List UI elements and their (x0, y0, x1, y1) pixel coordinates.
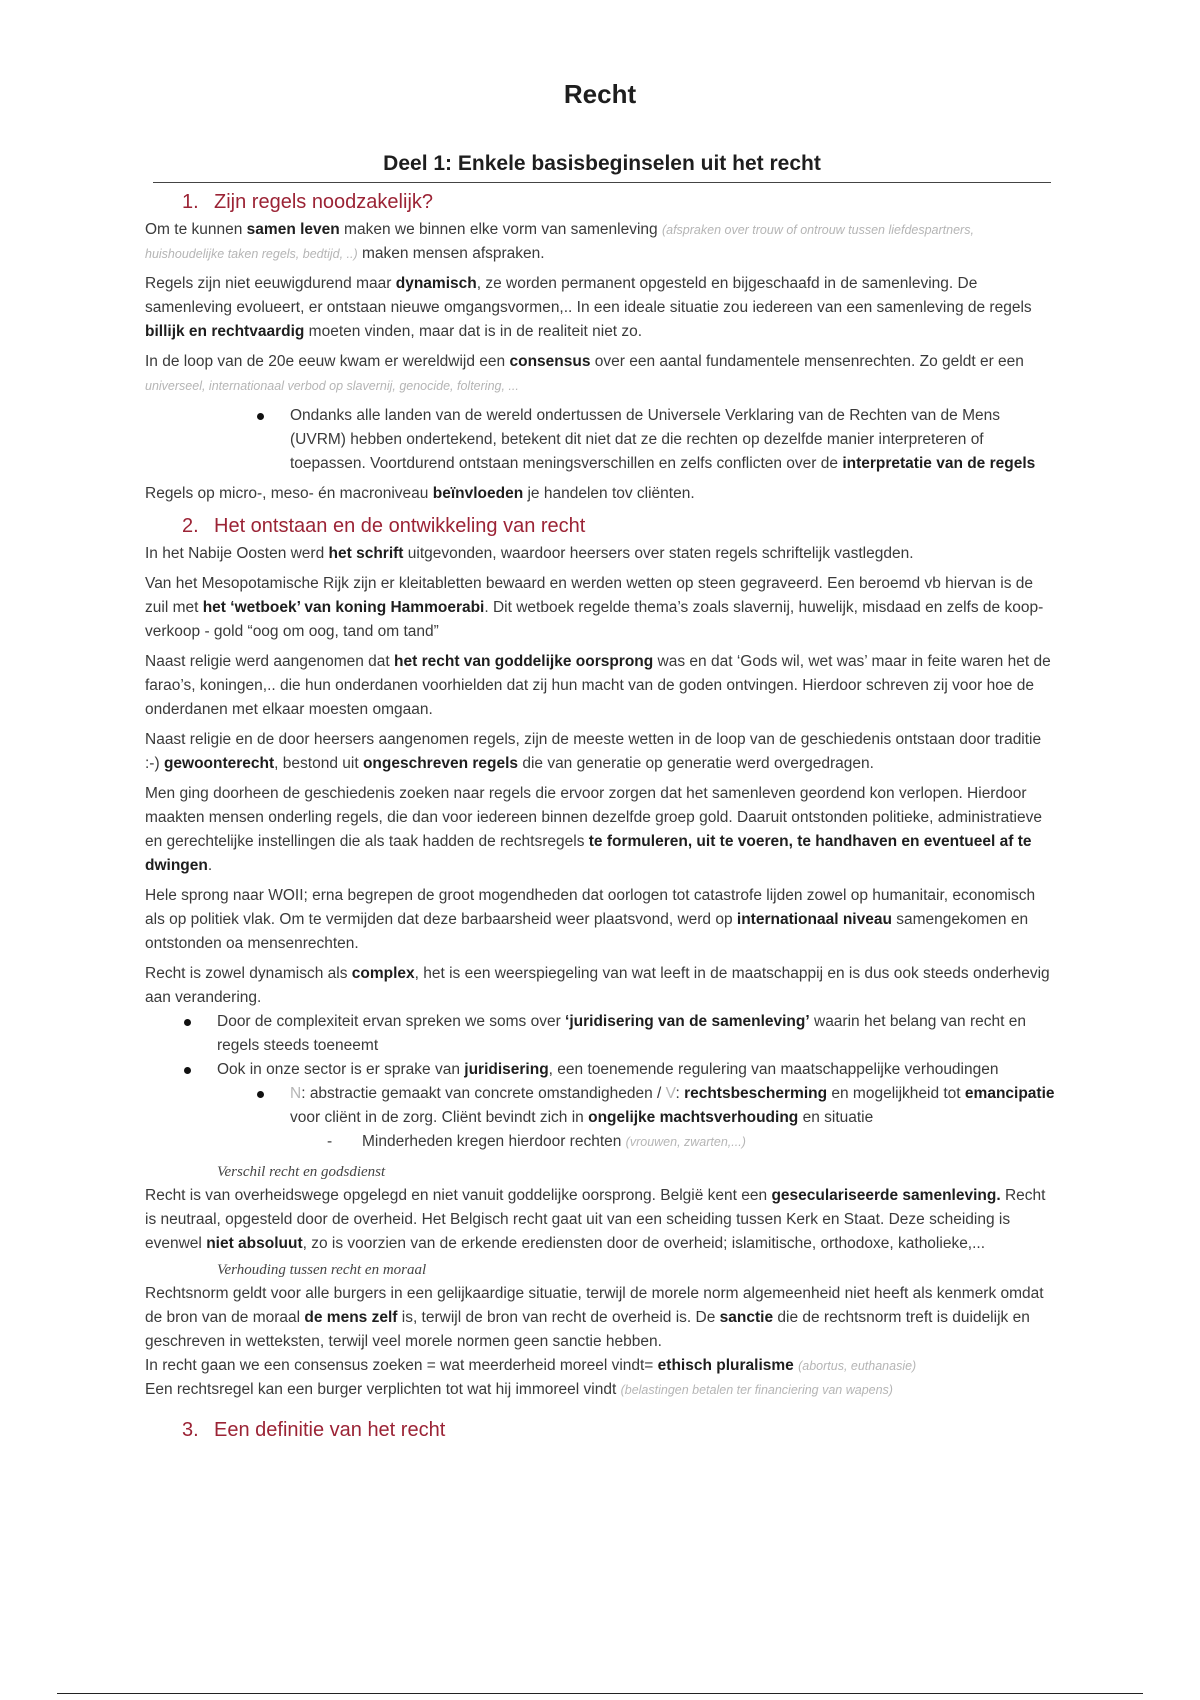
section-number: 2. (182, 515, 199, 537)
paragraph: Een rechtsregel kan een burger verplichten tot wat hij immoreel vindt (belastingen betalen ter financiering van wapens) (145, 1381, 893, 1398)
aside-note: universeel, internationaal verbod op slavernij, genocide, foltering, ... (145, 379, 519, 393)
document-title: Recht (563, 79, 637, 109)
paragraph: Recht is zowel dynamisch als complex, het is een weerspiegeling van wat leeft in de maatschappij en is dus ook steeds onderhevig aan verandering. (145, 965, 1050, 1006)
section-heading-1 (182, 188, 1055, 216)
section-title: Het ontstaan en de ontwikkeling van recht (214, 515, 586, 537)
section-title: Een definitie van het recht (214, 1419, 446, 1441)
paragraph: Regels zijn niet eeuwigdurend maar dynamisch, ze worden permanent opgesteld en bijgeschaafd in de samenleving. De samenleving evolueert, er ontstaan nieuwe omgangsvormen,.. In een ideale situatie zou iedereen van een samenleving de regels billijk en rechtvaardig moeten vinden, maar dat is in de realiteit niet zo. (145, 275, 1032, 340)
paragraph: In het Nabije Oosten werd het schrift uitgevonden, waardoor heersers over staten regels schriftelijk vastlegden. (145, 545, 914, 562)
list-item: - Minderheden kregen hierdoor rechten (vrouwen, zwarten,...) (145, 1130, 1055, 1154)
list-item: N: abstractie gemaakt van concrete omstandigheden / V: rechtsbescherming en mogelijkheid tot emancipatie voor cliënt in de zorg. Cliënt bevindt zich in ongelijke machtsverhouding en situatie (145, 1082, 1055, 1130)
section-number: 1. (182, 191, 199, 213)
paragraph: In recht gaan we een consensus zoeken = wat meerderheid moreel vindt= ethisch pluralisme (abortus, euthanasie) (145, 1357, 917, 1374)
part-title: Deel 1: Enkele basisbeginselen uit het recht (153, 149, 1051, 183)
paragraph: Hele sprong naar WOII; erna begrepen de groot mogendheden dat oorlogen tot catastrofe lijden zowel op humanitair, economisch als op politiek vlak. Om te vermijden dat deze barbaarsheid weer plaatsvond, werd op internationaal niveau samengekomen en ontstonden oa mensenrechten. (145, 887, 1036, 952)
aside-note: (belastingen betalen ter financiering van wapens) (620, 1383, 893, 1397)
section-heading-2 (182, 512, 1055, 540)
section-title: Zijn regels noodzakelijk? (214, 191, 434, 213)
section-number: 3. (182, 1419, 199, 1441)
document-body (145, 188, 1055, 1446)
footer-divider (57, 1693, 1143, 1694)
subheading: Verschil recht en godsdienst (217, 1164, 386, 1180)
aside-note: (vrouwen, zwarten,...) (625, 1135, 746, 1149)
paragraph: Naast religie werd aangenomen dat het recht van goddelijke oorsprong was en dat ‘Gods wil, wet was’ maar in feite waren het de farao’s, koningen,.. die hun onderdanen voorhielden dat zij hun macht van de goden ontvingen. Hierdoor schreven zij voor hoe de onderdanen met elkaar moesten omgaan. (145, 653, 1051, 718)
aside-note: (afspraken over trouw of ontrouw tussen liefdespartners, huishoudelijke taken regels, bedtijd, ..) (145, 223, 974, 261)
paragraph: In de loop van de 20e eeuw kwam er wereldwijd een consensus over een aantal fundamentele mensenrechten. Zo geldt er een universeel, internationaal verbod op slavernij, genocide, foltering, ... (145, 353, 1024, 393)
section-heading-3 (182, 1416, 1055, 1444)
paragraph: Recht is van overheidswege opgelegd en niet vanuit goddelijke oorsprong. België kent een geseculariseerde samenleving. Recht is neutraal, opgesteld door de overheid. Het Belgisch recht gaat uit van een scheiding tussen Kerk en Staat. Deze scheiding is evenwel niet absoluut, zo is voorzien van de erkende erediensten door de overheid; islamitische, orthodoxe, katholieke,... (145, 1187, 1046, 1252)
aside-note: (abortus, euthanasie) (798, 1359, 917, 1373)
paragraph: Om te kunnen samen leven maken we binnen elke vorm van samenleving (afspraken over trouw of ontrouw tussen liefdespartners, huishoudelijke taken regels, bedtijd, ..) maken mensen afspraken. (145, 221, 974, 262)
list-item: Door de complexiteit ervan spreken we soms over ‘juridisering van de samenleving’ waarin het belang van recht en regels steeds toeneemt (145, 1010, 1055, 1058)
paragraph: Van het Mesopotamische Rijk zijn er kleitabletten bewaard en werden wetten op steen gegraveerd. Een beroemd vb hiervan is de zuil met het ‘wetboek’ van koning Hammoerabi. Dit wetboek regelde thema’s zoals slavernij, huwelijk, misdaad en zelfs de koop-verkoop - gold “oog om oog, tand om tand” (145, 575, 1044, 640)
paragraph: Men ging doorheen de geschiedenis zoeken naar regels die ervoor zorgen dat het samenleven geordend kon verlopen. Hierdoor maakten mensen onderling regels, die dan voor iedereen binnen dezelfde groep gold. Daaruit ontstonden politieke, administratieve en gerechtelijke instellingen die als taak hadden de rechtsregels te formuleren, uit te voeren, te handhaven en eventueel af te dwingen. (145, 785, 1042, 874)
list-item: Ondanks alle landen van de wereld ondertussen de Universele Verklaring van de Rechten van de Mens (UVRM) hebben ondertekend, betekent dit niet dat ze die rechten op dezelfde manier interpreteren of toepassen. Voortdurend ontstaan meningsverschillen en zelfs conflicten over de interpretatie van de regels (145, 404, 1055, 476)
list-item: Ook in onze sector is er sprake van juridisering, een toenemende regulering van maatschappelijke verhoudingen (145, 1058, 1055, 1082)
paragraph: Regels op micro-, meso- én macroniveau beïnvloeden je handelen tov cliënten. (145, 485, 695, 502)
paragraph: Naast religie en de door heersers aangenomen regels, zijn de meeste wetten in de loop van de geschiedenis ontstaan door traditie :-) gewoonterecht, bestond uit ongeschreven regels die van generatie op generatie werd overgedragen. (145, 731, 1042, 772)
paragraph: Rechtsnorm geldt voor alle burgers in een gelijkaardige situatie, terwijl de morele norm algemeenheid niet heeft als kenmerk omdat de bron van de moraal de mens zelf is, terwijl de bron van recht de overheid is. De sanctie die de rechtsnorm treft is duidelijk en geschreven in wetteksten, terwijl veel morele normen geen sanctie hebben. (145, 1285, 1044, 1350)
subheading: Verhouding tussen recht en moraal (217, 1262, 427, 1278)
